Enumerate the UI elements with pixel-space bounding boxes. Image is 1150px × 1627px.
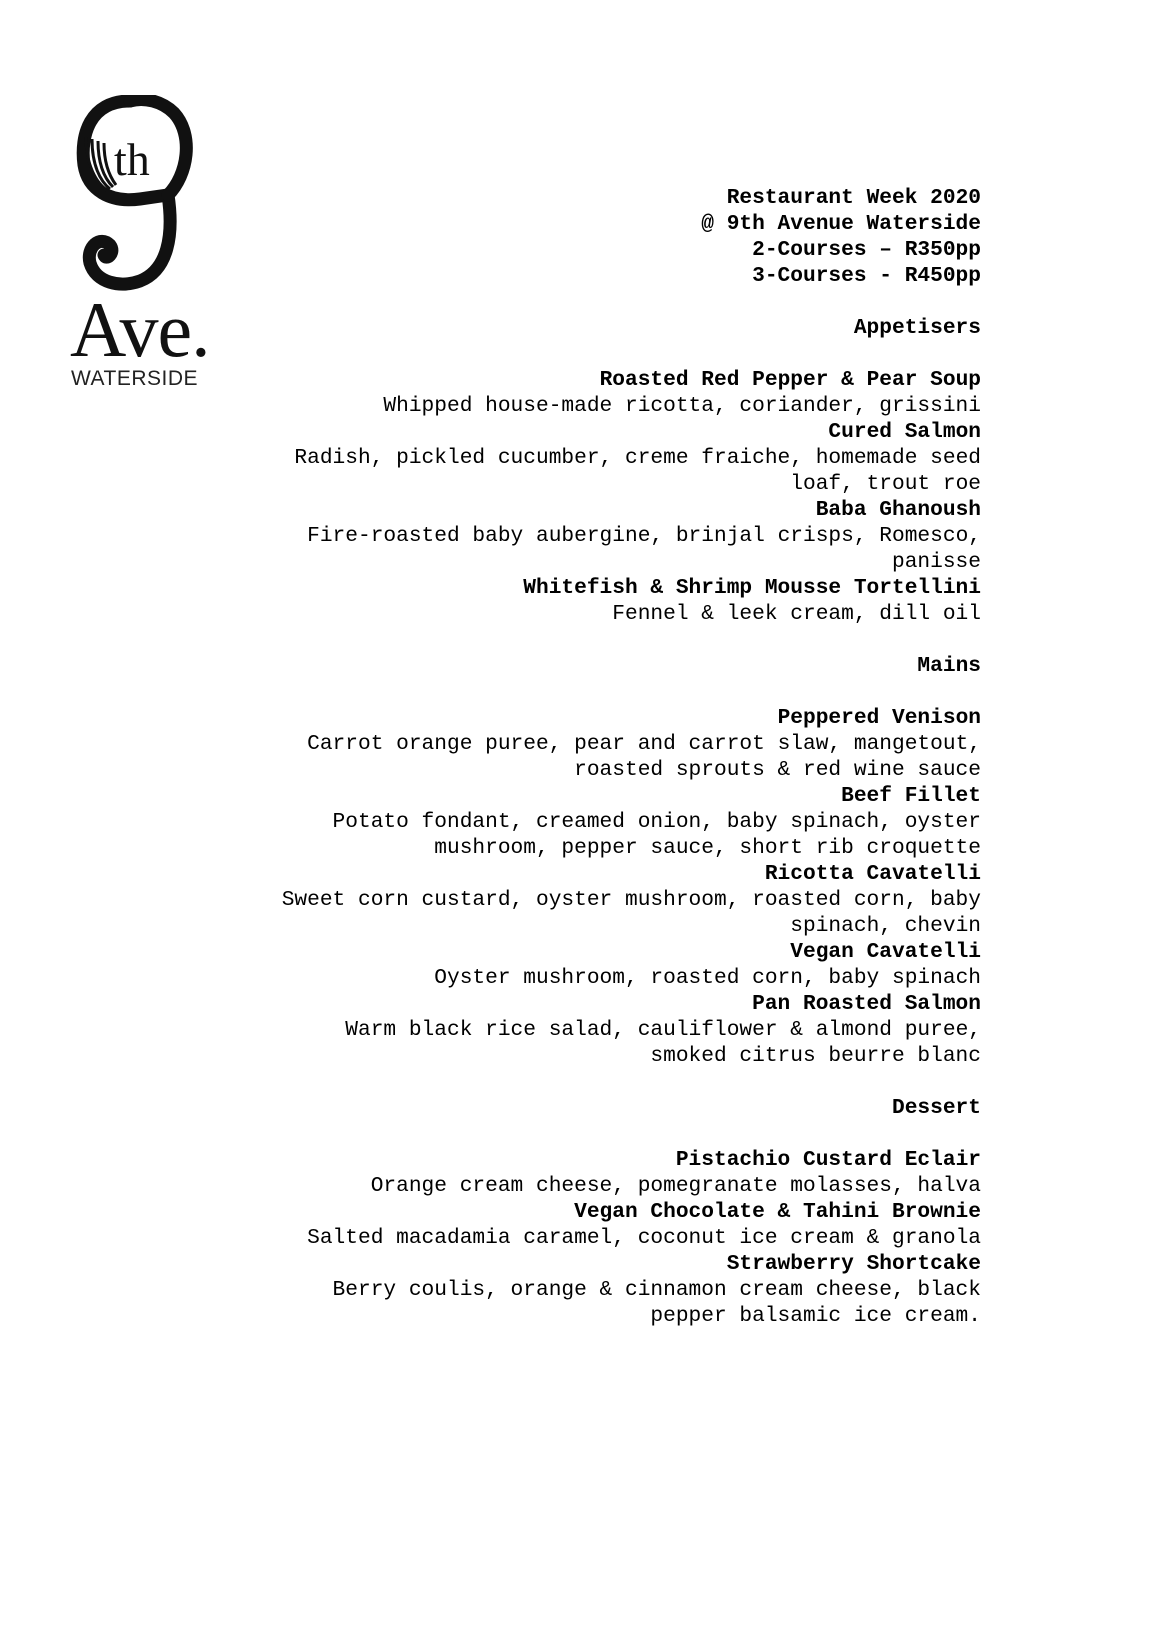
dish-description: Oyster mushroom, roasted corn, baby spinach [434, 966, 981, 990]
dish-name: Vegan Chocolate & Tahini Brownie [574, 1200, 981, 1224]
dish-description: Berry coulis, orange & cinnamon cream cheese, black [332, 1278, 981, 1302]
dish-description: Radish, pickled cucumber, creme fraiche, homemade seed [294, 446, 981, 470]
dish-description: Salted macadamia caramel, coconut ice cream & granola [307, 1226, 981, 1250]
dish-name: Peppered Venison [777, 706, 981, 730]
dish-name: Strawberry Shortcake [726, 1252, 981, 1276]
dish-name: Ricotta Cavatelli [764, 862, 981, 886]
dish-description: roasted sprouts & red wine sauce [574, 758, 981, 782]
section-heading-appetisers: Appetisers [853, 316, 981, 340]
price-two-courses: 2-Courses – R350pp [752, 238, 981, 262]
dish-description: smoked citrus beurre blanc [650, 1044, 981, 1068]
dish-description: Whipped house-made ricotta, coriander, grissini [383, 394, 981, 418]
section-heading-dessert: Dessert [891, 1096, 981, 1120]
menu-venue: @ 9th Avenue Waterside [701, 212, 981, 236]
dish-description: spinach, chevin [790, 914, 981, 938]
dish-description: Warm black rice salad, cauliflower & almond puree, [345, 1018, 981, 1042]
dish-description: Potato fondant, creamed onion, baby spinach, oyster [332, 810, 981, 834]
dish-name: Roasted Red Pepper & Pear Soup [599, 368, 981, 392]
dish-description: Fire-roasted baby aubergine, brinjal crisps, Romesco, [307, 524, 981, 548]
dish-description: loaf, trout roe [790, 472, 981, 496]
dish-name: Cured Salmon [828, 420, 981, 444]
dish-name: Vegan Cavatelli [790, 940, 981, 964]
dish-description: Orange cream cheese, pomegranate molasses, halva [370, 1174, 981, 1198]
dish-description: Sweet corn custard, oyster mushroom, roasted corn, baby [281, 888, 981, 912]
menu-content [201, 185, 981, 1329]
dish-name: Whitefish & Shrimp Mousse Tortellini [523, 576, 981, 600]
logo-waterside: WATERSIDE [71, 367, 199, 390]
dish-description: pepper balsamic ice cream. [650, 1304, 981, 1328]
dish-description: panisse [891, 550, 981, 574]
menu-title: Restaurant Week 2020 [726, 186, 981, 210]
logo-superscript: th [114, 134, 150, 185]
dish-description: Carrot orange puree, pear and carrot slaw, mangetout, [307, 732, 981, 756]
logo-ave: Ave. [70, 286, 210, 373]
dish-name: Pistachio Custard Eclair [675, 1148, 981, 1172]
dish-name: Pan Roasted Salmon [752, 992, 981, 1016]
section-heading-mains: Mains [917, 654, 981, 678]
dish-name: Beef Fillet [841, 784, 981, 808]
price-three-courses: 3-Courses - R450pp [752, 264, 981, 288]
restaurant-logo [70, 95, 220, 405]
dish-description: Fennel & leek cream, dill oil [612, 602, 981, 626]
dish-name: Baba Ghanoush [815, 498, 981, 522]
nine-fork-icon [70, 95, 220, 295]
dish-description: mushroom, pepper sauce, short rib croquette [434, 836, 981, 860]
